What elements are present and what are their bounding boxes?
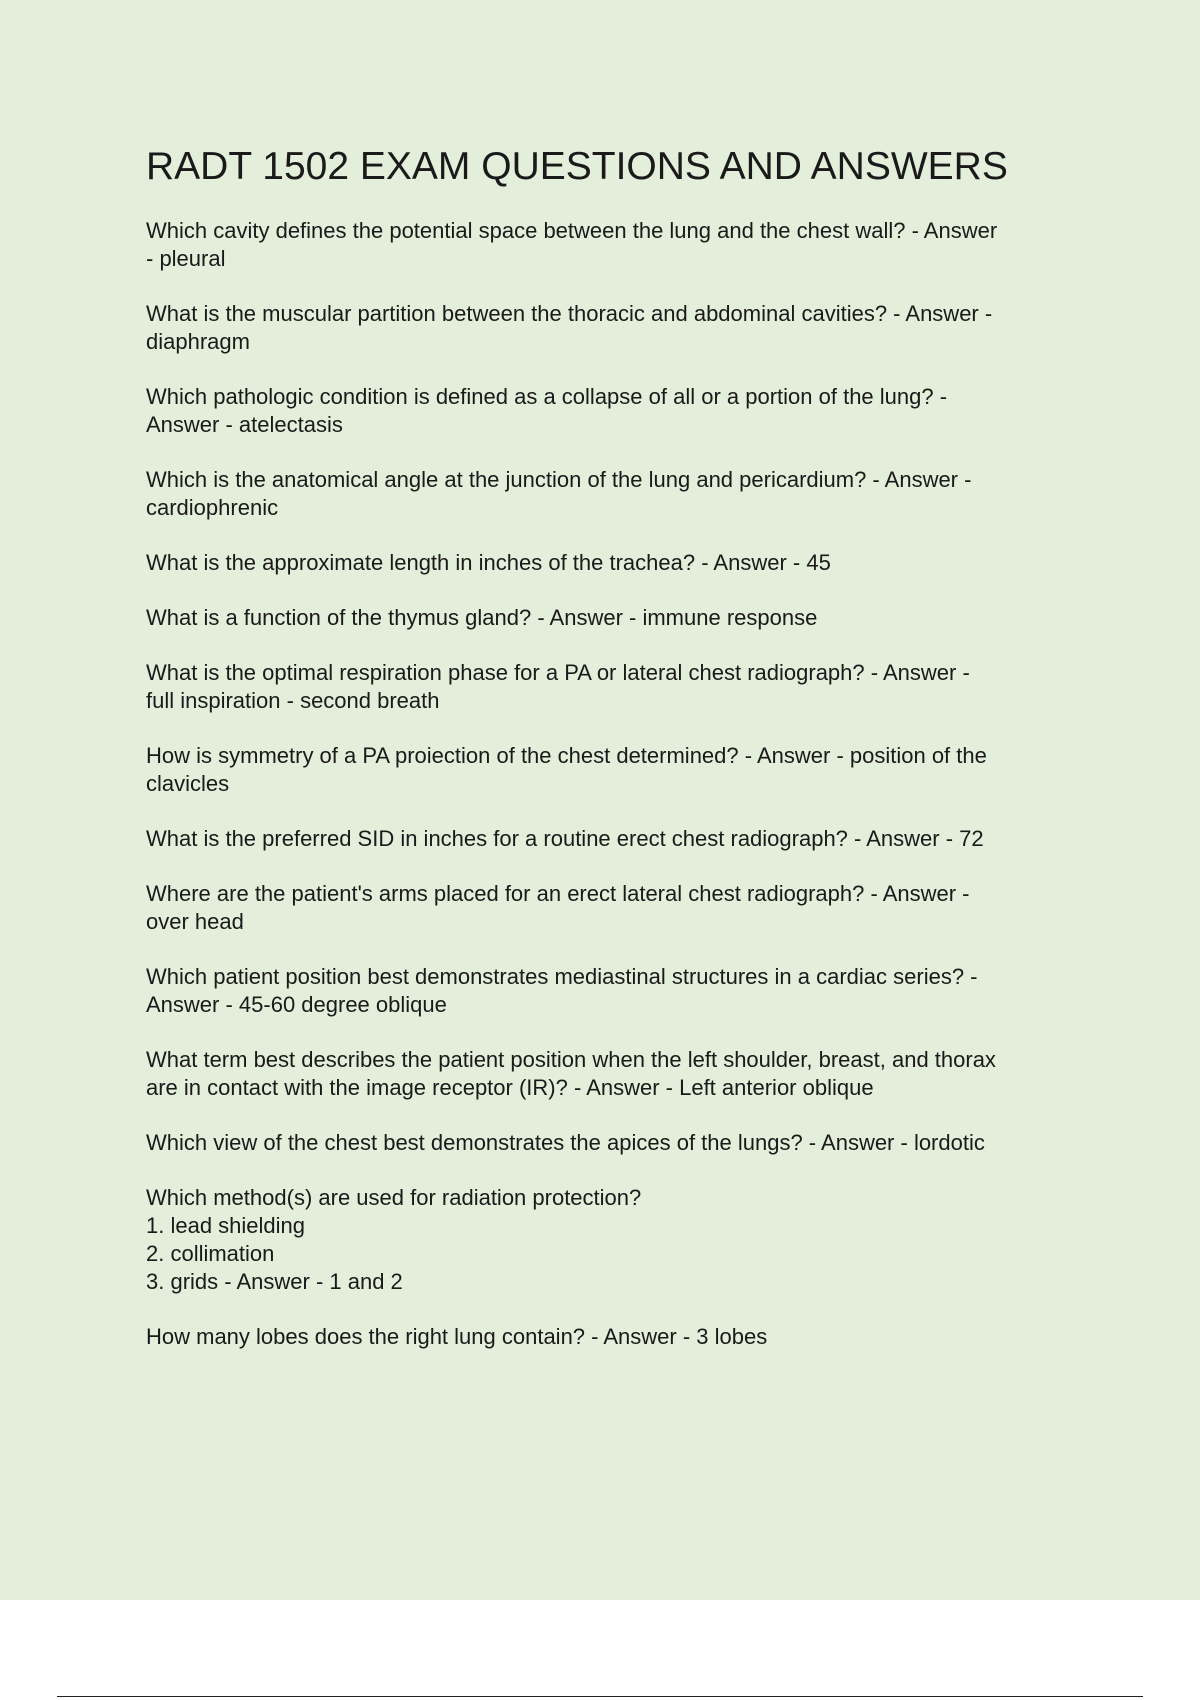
qa-item: What is the preferred SID in inches for a routine erect chest radiograph? - Answer - 72 bbox=[146, 826, 984, 851]
qa-item: Which view of the chest best demonstrates the apices of the lungs? - Answer - lordotic bbox=[146, 1130, 985, 1155]
qa-item: What is the optimal respiration phase for a PA or lateral chest radiograph? - Answer - full inspiration - second breath bbox=[146, 660, 970, 713]
qa-item: What is the muscular partition between the thoracic and abdominal cavities? - Answer - diaphragm bbox=[146, 301, 993, 354]
qa-item: Which is the anatomical angle at the junction of the lung and pericardium? - Answer - cardiophrenic bbox=[146, 467, 972, 520]
qa-item: What is the approximate length in inches of the trachea? - Answer - 45 bbox=[146, 550, 831, 575]
qa-item: How is symmetry of a PA proiection of the chest determined? - Answer - position of the clavicles bbox=[146, 743, 987, 796]
qa-item: Which pathologic condition is defined as a collapse of all or a portion of the lung? - Answer - atelectasis bbox=[146, 384, 948, 437]
qa-item: What is a function of the thymus gland? - Answer - immune response bbox=[146, 605, 818, 630]
footer-divider bbox=[57, 1696, 1143, 1697]
qa-item: Where are the patient's arms placed for an erect lateral chest radiograph? - Answer - over head bbox=[146, 881, 970, 934]
qa-item: Which patient position best demonstrates mediastinal structures in a cardiac series? - Answer - 45-60 degree oblique bbox=[146, 964, 978, 1017]
document-title: RADT 1502 EXAM QUESTIONS AND ANSWERS bbox=[146, 145, 1008, 188]
qa-item: How many lobes does the right lung contain? - Answer - 3 lobes bbox=[146, 1324, 768, 1349]
qa-item: Which method(s) are used for radiation protection? 1. lead shielding 2. collimation 3. grids - Answer - 1 and 2 bbox=[146, 1185, 642, 1294]
qa-item: Which cavity defines the potential space between the lung and the chest wall? - Answer - pleural bbox=[146, 218, 998, 271]
document-content bbox=[146, 143, 1086, 1378]
qa-item: What term best describes the patient position when the left shoulder, breast, and thorax are in contact with the image receptor (IR)? - Answer - Left anterior oblique bbox=[146, 1047, 996, 1100]
